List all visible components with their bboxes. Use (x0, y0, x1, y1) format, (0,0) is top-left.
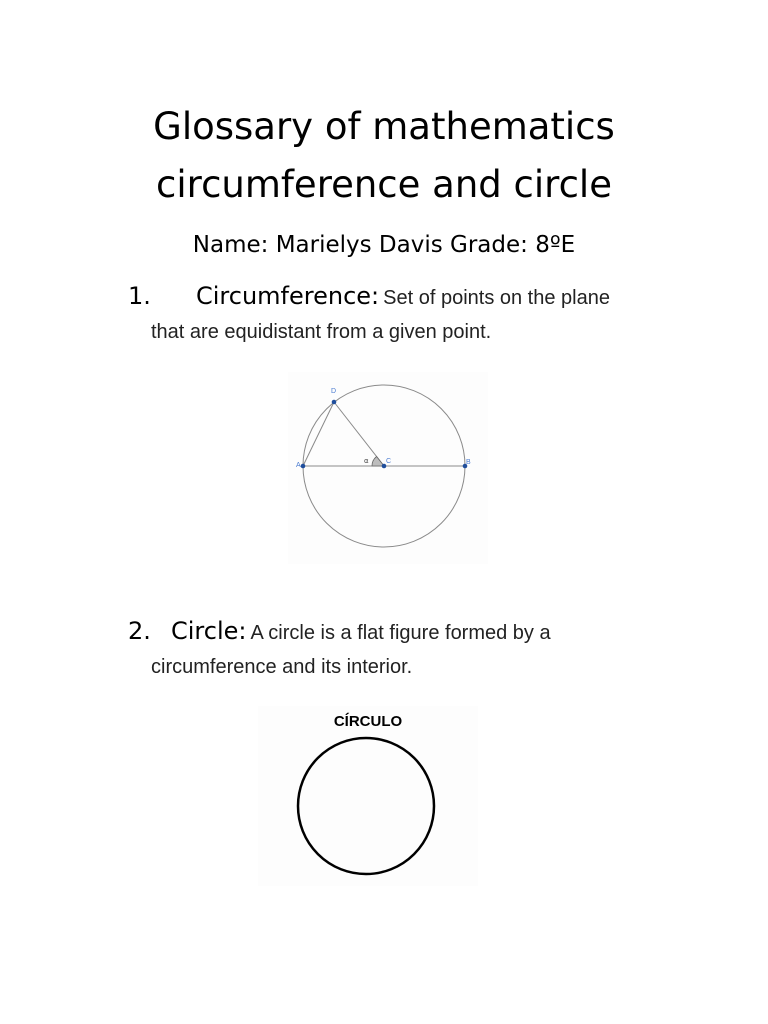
entry-number: 2. (128, 617, 151, 645)
glossary-entry-circumference (128, 280, 688, 348)
circle-diagram-svg (258, 706, 478, 886)
point-label-d: D (331, 388, 337, 395)
entry-definition-continued: that are equidistant from a given point. (151, 321, 492, 343)
glossary-entry-circle (128, 615, 688, 683)
circumference-diagram (288, 372, 488, 564)
circle-diagram (258, 706, 478, 886)
point-a (301, 464, 306, 469)
document-title (0, 98, 768, 214)
title-line-2: circumference and circle (156, 163, 612, 206)
student-info: Name: Marielys Davis Grade: 8ºE (192, 232, 576, 258)
entry-definition: A circle is a flat figure formed by a (250, 622, 551, 644)
entry-term: Circle: (171, 617, 247, 645)
entry-number: 1. (128, 282, 151, 310)
entry-definition-continued: circumference and its interior. (151, 656, 413, 678)
circle-outline (298, 738, 434, 874)
point-label-c: C (386, 458, 392, 465)
angle-label-alpha: α (364, 457, 369, 465)
circumference-diagram-svg (288, 372, 488, 564)
circle-diagram-label: CÍRCULO (333, 713, 403, 730)
chord-ad (303, 402, 334, 466)
point-label-b: B (466, 459, 471, 466)
point-label-a: A (296, 462, 301, 469)
title-line-1: Glossary of mathematics (153, 105, 615, 148)
entry-term: Circumference: (196, 282, 380, 310)
point-d (332, 400, 337, 405)
entry-definition: Set of points on the plane (383, 287, 610, 309)
